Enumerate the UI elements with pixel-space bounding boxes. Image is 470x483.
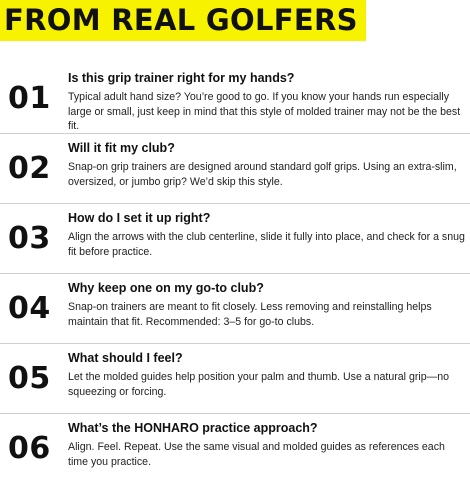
faq-question: Will it fit my club? [68,141,175,155]
faq-answer: Align the arrows with the club centerline, slide it fully into place, and check for a snug fit before practice. [68,231,465,258]
faq-body [68,140,466,189]
faq-list [0,64,470,483]
faq-number: 04 [8,290,51,326]
faq-answer: Typical adult hand size? You’re good to go. If you know your hands run especially large or small, just keep in mind that this style of molded trainer may not be the best fit. [68,91,461,132]
faq-answer: Let the molded guides help position your palm and thumb. Use a natural grip—no squeezing or forcing. [68,371,450,398]
faq-question: How do I set it up right? [68,211,211,225]
faq-item-5 [0,343,470,413]
faq-question: What’s the HONHARO practice approach? [68,421,318,435]
faq-answer: Snap-on grip trainers are designed around standard golf grips. Using an extra-slim, oversized, or jumbo grip? We’d skip this style. [68,161,457,188]
faq-answer: Snap-on trainers are meant to fit closely. Less removing and reinstalling helps maintain that fit. Recommended: 3–5 for go-to clubs. [68,301,432,328]
faq-item-6 [0,413,470,483]
page-title: FROM REAL GOLFERS [4,3,358,37]
faq-question: Is this grip trainer right for my hands? [68,71,295,85]
faq-item-1 [0,64,470,133]
faq-item-2 [0,133,470,203]
faq-item-4 [0,273,470,343]
title-banner [0,0,366,41]
faq-number: 03 [8,220,51,256]
faq-body [68,350,466,399]
faq-number: 06 [8,430,51,466]
faq-body [68,70,466,134]
faq-answer: Align. Feel. Repeat. Use the same visual and molded guides as references each time you practice. [68,441,445,468]
faq-item-3 [0,203,470,273]
faq-question: Why keep one on my go-to club? [68,281,264,295]
faq-body [68,420,466,469]
faq-number: 05 [8,360,51,396]
faq-number: 01 [8,80,51,116]
faq-number: 02 [8,150,51,186]
faq-question: What should I feel? [68,351,183,365]
faq-body [68,210,466,259]
faq-body [68,280,466,329]
